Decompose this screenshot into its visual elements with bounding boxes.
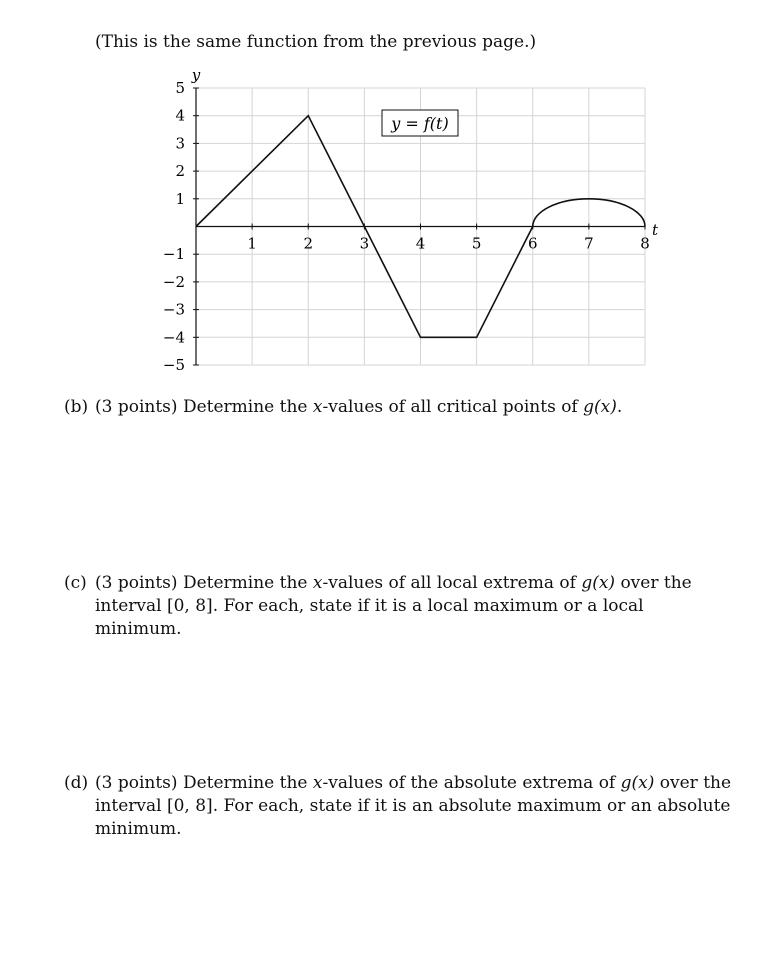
question-variable: x: [312, 397, 323, 417]
question-b: [64, 396, 734, 419]
function-graph: [0, 0, 784, 400]
y-tick-label: 5: [175, 79, 185, 97]
graph-legend: [382, 110, 458, 136]
x-tick-label: 1: [247, 234, 257, 253]
question-variable: x: [312, 773, 323, 793]
question-d: [64, 772, 734, 841]
question-text-before: Determine the: [182, 773, 313, 793]
question-text-before: Determine the: [182, 573, 313, 593]
x-tick-label: 2: [303, 234, 314, 253]
question-text-before: Determine the: [182, 397, 313, 417]
question-function: g(x): [620, 773, 655, 793]
y-tick-label: −1: [162, 245, 185, 264]
x-tick-label: 5: [471, 234, 482, 253]
question-function: g(x): [583, 397, 617, 417]
x-tick-label: 4: [415, 234, 426, 253]
question-points: (3 points): [95, 773, 178, 793]
x-tick-label: 7: [584, 234, 594, 253]
y-tick-label: −5: [162, 356, 185, 374]
question-text-after: -values of the absolute extrema of: [322, 773, 621, 793]
x-tick-label: 3: [359, 234, 370, 253]
question-function: g(x): [581, 573, 616, 593]
question-label: (c): [64, 573, 87, 593]
y-tick-label: 3: [175, 134, 185, 153]
question-variable: x: [312, 573, 323, 593]
header-note: (This is the same function from the previous page.): [95, 32, 537, 52]
legend-label: y = f(t): [391, 114, 449, 133]
question-text-after: -values of all critical points of: [322, 397, 584, 417]
question-end: .: [616, 397, 623, 417]
question-end: over the interval [0, 8]. For each, state if it is an absolute maximum or an absolute minimum.: [95, 773, 732, 839]
y-tick-label: −4: [162, 328, 185, 347]
y-tick-label: 1: [175, 189, 185, 208]
x-tick-label: 8: [640, 234, 650, 253]
y-tick-label: 2: [175, 162, 185, 181]
question-end: over the interval [0, 8]. For each, state if it is a local maximum or a local minimum.: [95, 573, 692, 639]
x-axis-label: t: [651, 221, 659, 239]
question-text-after: -values of all local extrema of: [322, 573, 582, 593]
y-tick-label: −3: [162, 300, 185, 319]
y-tick-label: 4: [175, 106, 185, 125]
question-label: (b): [64, 397, 89, 417]
x-tick-label: 6: [527, 234, 538, 253]
question-label: (d): [64, 773, 89, 793]
question-c: [64, 572, 734, 641]
question-points: (3 points): [95, 397, 178, 417]
y-axis-label: y: [191, 66, 201, 84]
y-tick-label: −2: [162, 272, 185, 291]
question-points: (3 points): [95, 573, 178, 593]
